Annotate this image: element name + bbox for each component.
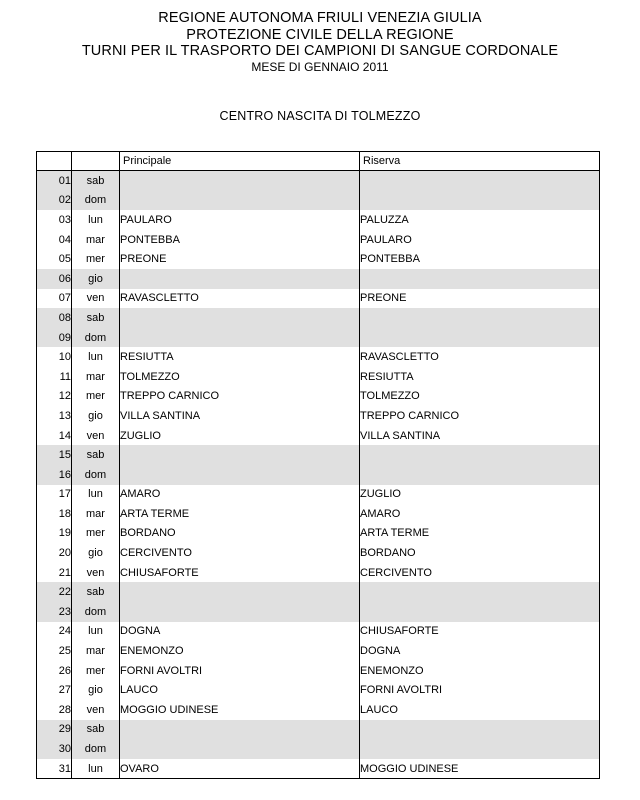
table-row: [37, 289, 600, 309]
weekday-cell: gio: [72, 680, 120, 700]
riserva-cell: [360, 171, 600, 191]
day-number-cell: 03: [37, 210, 72, 230]
day-number-cell: 11: [37, 367, 72, 387]
weekday-cell: mer: [72, 661, 120, 681]
weekday-cell: lun: [72, 759, 120, 779]
table-header-row: [37, 152, 600, 171]
day-number-cell: 18: [37, 504, 72, 524]
table-row: [37, 426, 600, 446]
table-row: [37, 504, 600, 524]
principale-cell: PAULARO: [120, 210, 360, 230]
table-row: [37, 269, 600, 289]
day-number-cell: 05: [37, 249, 72, 269]
riserva-cell: [360, 465, 600, 485]
table-row: [37, 210, 600, 230]
principale-cell: PONTEBBA: [120, 230, 360, 250]
principale-cell: MOGGIO UDINESE: [120, 700, 360, 720]
weekday-cell: mar: [72, 641, 120, 661]
table-row: [37, 700, 600, 720]
riserva-cell: TOLMEZZO: [360, 387, 600, 407]
principale-cell: [120, 328, 360, 348]
weekday-cell: dom: [72, 328, 120, 348]
column-header-weekday: [72, 152, 120, 171]
weekday-cell: ven: [72, 289, 120, 309]
table-row: [37, 445, 600, 465]
weekday-cell: dom: [72, 465, 120, 485]
principale-cell: TREPPO CARNICO: [120, 387, 360, 407]
table-row: [37, 543, 600, 563]
weekday-cell: sab: [72, 720, 120, 740]
principale-cell: [120, 269, 360, 289]
day-number-cell: 09: [37, 328, 72, 348]
riserva-cell: ENEMONZO: [360, 661, 600, 681]
weekday-cell: lun: [72, 622, 120, 642]
day-number-cell: 24: [37, 622, 72, 642]
principale-cell: ENEMONZO: [120, 641, 360, 661]
weekday-cell: mer: [72, 249, 120, 269]
riserva-cell: TREPPO CARNICO: [360, 406, 600, 426]
principale-cell: ARTA TERME: [120, 504, 360, 524]
day-number-cell: 16: [37, 465, 72, 485]
table-row: [37, 465, 600, 485]
riserva-cell: ARTA TERME: [360, 524, 600, 544]
region-title: REGIONE AUTONOMA FRIULI VENEZIA GIULIA: [158, 10, 482, 26]
riserva-cell: MOGGIO UDINESE: [360, 759, 600, 779]
weekday-cell: lun: [72, 485, 120, 505]
weekday-cell: lun: [72, 347, 120, 367]
month-title: MESE DI GENNAIO 2011: [251, 59, 389, 74]
weekday-cell: ven: [72, 700, 120, 720]
principale-cell: TOLMEZZO: [120, 367, 360, 387]
riserva-cell: CERCIVENTO: [360, 563, 600, 583]
principale-cell: RESIUTTA: [120, 347, 360, 367]
day-number-cell: 27: [37, 680, 72, 700]
principale-cell: [120, 582, 360, 602]
weekday-cell: gio: [72, 406, 120, 426]
riserva-cell: DOGNA: [360, 641, 600, 661]
weekday-cell: ven: [72, 426, 120, 446]
weekday-cell: lun: [72, 210, 120, 230]
day-number-cell: 31: [37, 759, 72, 779]
day-number-cell: 28: [37, 700, 72, 720]
table-row: [37, 563, 600, 583]
weekday-cell: mer: [72, 387, 120, 407]
day-number-cell: 10: [37, 347, 72, 367]
table-row: [37, 602, 600, 622]
principale-cell: AMARO: [120, 485, 360, 505]
principale-cell: DOGNA: [120, 622, 360, 642]
riserva-cell: VILLA SANTINA: [360, 426, 600, 446]
principale-cell: RAVASCLETTO: [120, 289, 360, 309]
day-number-cell: 02: [37, 191, 72, 211]
riserva-cell: [360, 328, 600, 348]
riserva-cell: [360, 720, 600, 740]
riserva-cell: [360, 308, 600, 328]
principale-cell: FORNI AVOLTRI: [120, 661, 360, 681]
riserva-cell: [360, 602, 600, 622]
principale-cell: [120, 445, 360, 465]
day-number-cell: 01: [37, 171, 72, 191]
table-row: [37, 720, 600, 740]
table-row: [37, 308, 600, 328]
riserva-cell: BORDANO: [360, 543, 600, 563]
weekday-cell: mar: [72, 230, 120, 250]
day-number-cell: 17: [37, 485, 72, 505]
weekday-cell: dom: [72, 602, 120, 622]
riserva-cell: FORNI AVOLTRI: [360, 680, 600, 700]
day-number-cell: 06: [37, 269, 72, 289]
table-row: [37, 387, 600, 407]
table-row: [37, 230, 600, 250]
riserva-cell: PONTEBBA: [360, 249, 600, 269]
riserva-cell: AMARO: [360, 504, 600, 524]
riserva-cell: CHIUSAFORTE: [360, 622, 600, 642]
table-row: [37, 524, 600, 544]
riserva-cell: [360, 739, 600, 759]
principale-cell: [120, 308, 360, 328]
day-number-cell: 25: [37, 641, 72, 661]
weekday-cell: gio: [72, 543, 120, 563]
principale-cell: ZUGLIO: [120, 426, 360, 446]
document-header: [0, 10, 640, 75]
riserva-cell: PREONE: [360, 289, 600, 309]
principale-cell: CHIUSAFORTE: [120, 563, 360, 583]
day-number-cell: 12: [37, 387, 72, 407]
day-number-cell: 14: [37, 426, 72, 446]
table-body: [37, 171, 600, 779]
table-row: [37, 347, 600, 367]
weekday-cell: sab: [72, 308, 120, 328]
riserva-cell: [360, 269, 600, 289]
weekday-cell: sab: [72, 582, 120, 602]
riserva-cell: [360, 582, 600, 602]
riserva-cell: [360, 191, 600, 211]
weekday-cell: dom: [72, 191, 120, 211]
riserva-cell: [360, 445, 600, 465]
weekday-cell: mer: [72, 524, 120, 544]
table-row: [37, 367, 600, 387]
table-row: [37, 582, 600, 602]
principale-cell: PREONE: [120, 249, 360, 269]
column-header-day-number: [37, 152, 72, 171]
riserva-cell: LAUCO: [360, 700, 600, 720]
principale-cell: [120, 602, 360, 622]
principale-cell: [120, 465, 360, 485]
table-row: [37, 328, 600, 348]
principale-cell: BORDANO: [120, 524, 360, 544]
day-number-cell: 22: [37, 582, 72, 602]
table-row: [37, 680, 600, 700]
weekday-cell: ven: [72, 563, 120, 583]
day-number-cell: 07: [37, 289, 72, 309]
day-number-cell: 19: [37, 524, 72, 544]
column-header-principale: Principale: [120, 152, 360, 171]
table-row: [37, 739, 600, 759]
table-row: [37, 485, 600, 505]
principale-cell: [120, 171, 360, 191]
weekday-cell: mar: [72, 367, 120, 387]
day-number-cell: 04: [37, 230, 72, 250]
riserva-cell: PALUZZA: [360, 210, 600, 230]
principale-cell: [120, 739, 360, 759]
weekday-cell: sab: [72, 171, 120, 191]
riserva-cell: ZUGLIO: [360, 485, 600, 505]
table-row: [37, 759, 600, 779]
day-number-cell: 30: [37, 739, 72, 759]
principale-cell: [120, 191, 360, 211]
table-row: [37, 661, 600, 681]
day-number-cell: 29: [37, 720, 72, 740]
riserva-cell: PAULARO: [360, 230, 600, 250]
riserva-cell: RAVASCLETTO: [360, 347, 600, 367]
birth-center-title: CENTRO NASCITA DI TOLMEZZO: [219, 109, 421, 123]
day-number-cell: 20: [37, 543, 72, 563]
weekday-cell: gio: [72, 269, 120, 289]
weekday-cell: sab: [72, 445, 120, 465]
table-row: [37, 171, 600, 191]
principale-cell: OVARO: [120, 759, 360, 779]
principale-cell: LAUCO: [120, 680, 360, 700]
day-number-cell: 26: [37, 661, 72, 681]
weekday-cell: mar: [72, 504, 120, 524]
day-number-cell: 08: [37, 308, 72, 328]
day-number-cell: 15: [37, 445, 72, 465]
column-header-riserva: Riserva: [360, 152, 600, 171]
department-title: PROTEZIONE CIVILE DELLA REGIONE: [186, 26, 454, 43]
principale-cell: CERCIVENTO: [120, 543, 360, 563]
principale-cell: [120, 720, 360, 740]
riserva-cell: RESIUTTA: [360, 367, 600, 387]
day-number-cell: 23: [37, 602, 72, 622]
shift-table: [36, 151, 600, 779]
table-row: [37, 641, 600, 661]
table-row: [37, 249, 600, 269]
day-number-cell: 21: [37, 563, 72, 583]
table-row: [37, 191, 600, 211]
document-title: TURNI PER IL TRASPORTO DEI CAMPIONI DI SANGUE CORDONALE: [81, 43, 559, 59]
principale-cell: VILLA SANTINA: [120, 406, 360, 426]
day-number-cell: 13: [37, 406, 72, 426]
weekday-cell: dom: [72, 739, 120, 759]
table-row: [37, 406, 600, 426]
table-row: [37, 622, 600, 642]
